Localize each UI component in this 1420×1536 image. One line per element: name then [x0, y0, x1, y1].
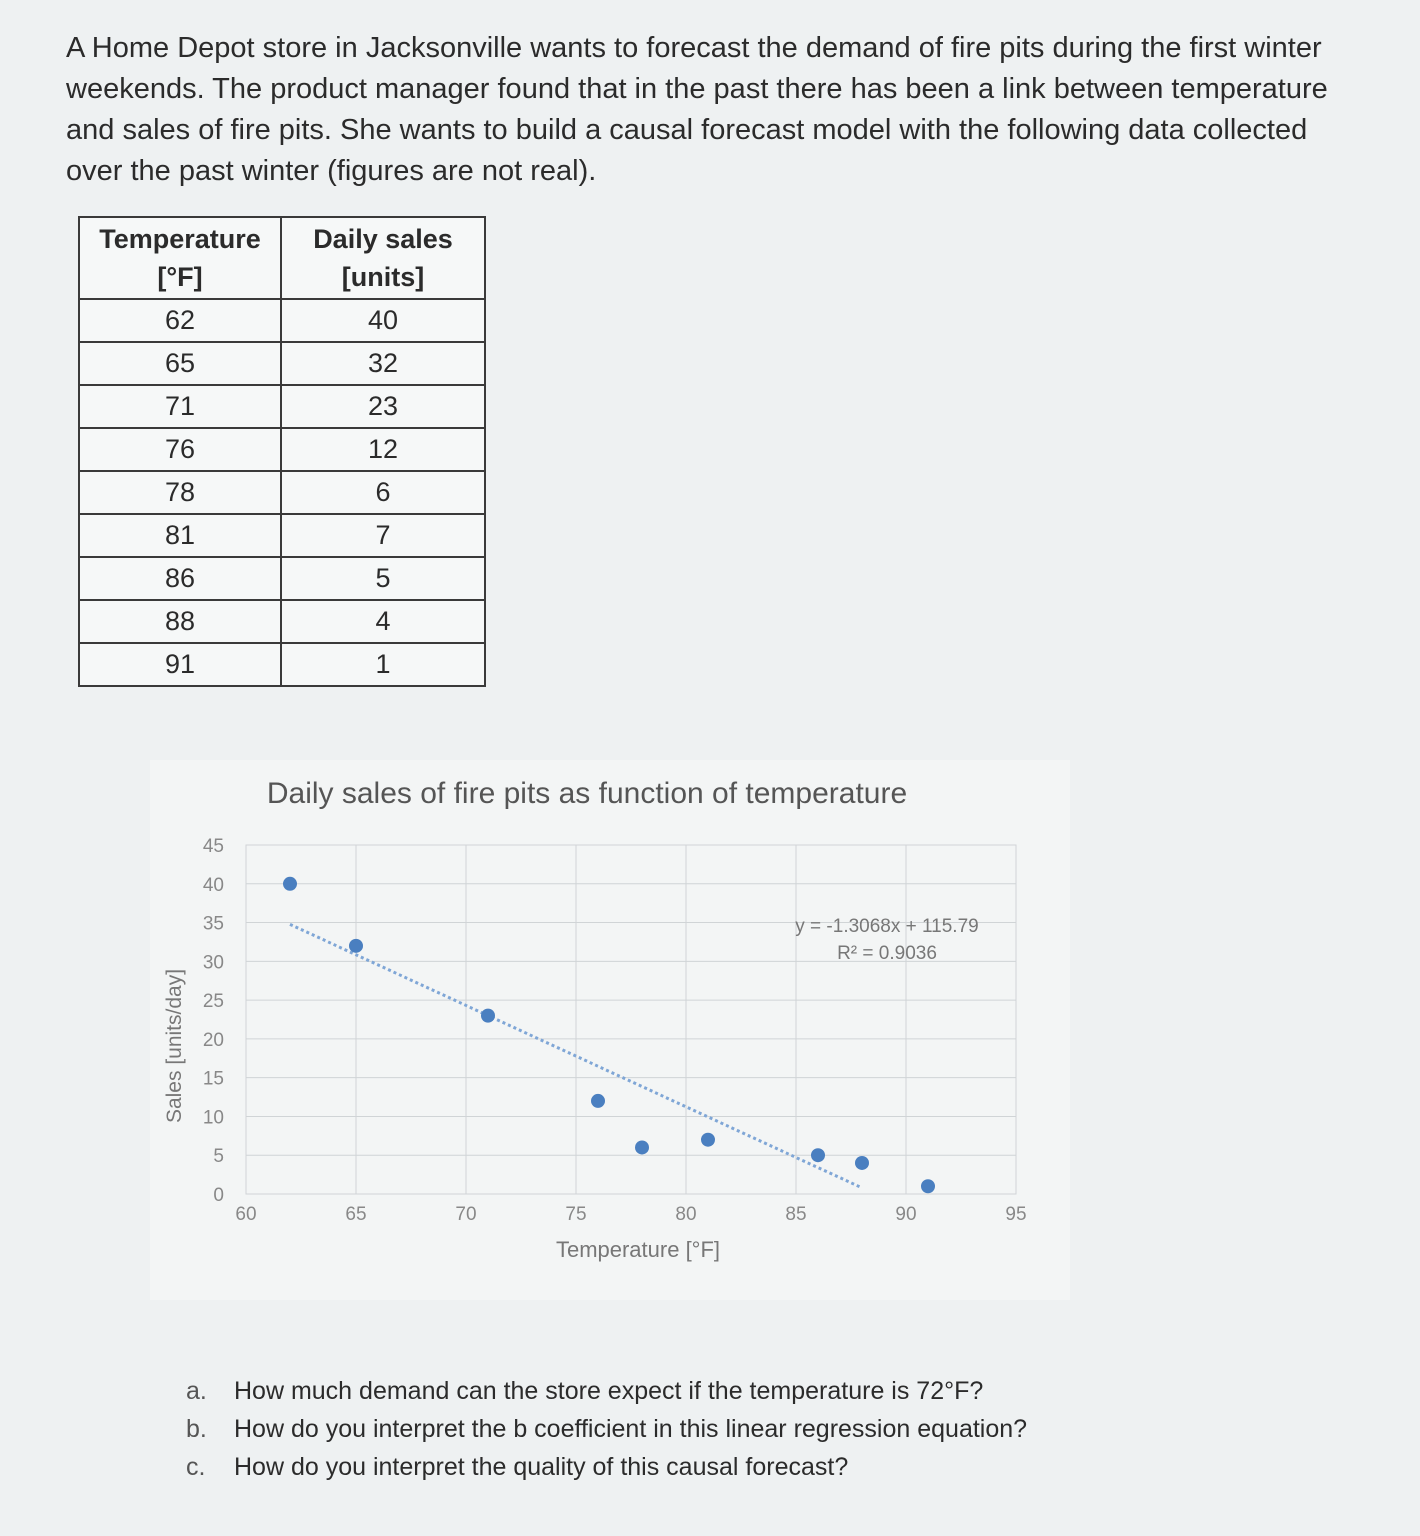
temperature-cell: 81 — [79, 514, 281, 557]
sales-cell: 23 — [281, 385, 485, 428]
sales-cell: 4 — [281, 600, 485, 643]
y-tick-label: 35 — [202, 913, 224, 935]
table-header-row — [79, 217, 485, 299]
table-row — [79, 600, 485, 643]
questions-list — [186, 1372, 1186, 1486]
y-tick-label: 15 — [202, 1068, 224, 1090]
sales-cell: 1 — [281, 643, 485, 686]
data-point — [855, 1156, 869, 1170]
x-tick-label: 60 — [235, 1204, 257, 1225]
y-tick-label: 25 — [202, 991, 224, 1013]
header-daily-sales: Daily sales [units] — [281, 217, 485, 299]
temperature-cell: 78 — [79, 471, 281, 514]
data-point — [921, 1179, 935, 1193]
temperature-cell: 62 — [79, 299, 281, 342]
question-letter: a. — [186, 1377, 207, 1405]
data-point — [591, 1094, 605, 1108]
question-text: How do you interpret the b coefficient in this linear regression equation? — [234, 1415, 1028, 1443]
chart-area — [150, 760, 1070, 1300]
y-tick-label: 30 — [202, 952, 224, 974]
temperature-cell: 88 — [79, 600, 281, 643]
x-tick-label: 75 — [565, 1204, 587, 1225]
data-table — [78, 216, 486, 687]
x-axis-label: Temperature [°F] — [555, 1237, 721, 1262]
temperature-cell: 86 — [79, 557, 281, 600]
sales-cell: 6 — [281, 471, 485, 514]
chart-title: Daily sales of fire pits as function of temperature — [266, 777, 908, 810]
temperature-cell: 71 — [79, 385, 281, 428]
question-item — [186, 1372, 1186, 1410]
data-point — [701, 1133, 715, 1147]
scatter-chart — [150, 760, 1070, 1300]
temperature-cell: 76 — [79, 428, 281, 471]
question-letter: b. — [186, 1415, 207, 1443]
table-row — [79, 514, 485, 557]
y-axis-label: Sales [units/day] — [163, 968, 186, 1124]
sales-cell: 32 — [281, 342, 485, 385]
x-tick-label: 70 — [455, 1204, 477, 1225]
table-row — [79, 385, 485, 428]
sales-cell: 5 — [281, 557, 485, 600]
sales-cell: 40 — [281, 299, 485, 342]
r-squared-label: R² = 0.9036 — [837, 943, 937, 964]
problem-statement: A Home Depot store in Jacksonville wants to forecast the demand of fire pits during the first winter weekends. The product manager found that in the past there has been a link between temperature and sales of fire pits. She wants to build a causal forecast model with the following data collected over the past winter (figures are not real). — [66, 32, 1328, 187]
table-row — [79, 428, 485, 471]
data-point — [349, 939, 363, 953]
x-tick-label: 80 — [675, 1204, 697, 1225]
x-tick-label: 85 — [785, 1204, 807, 1225]
sales-cell: 7 — [281, 514, 485, 557]
y-tick-label: 10 — [202, 1107, 224, 1129]
y-tick-label: 20 — [202, 1029, 224, 1051]
y-tick-label: 45 — [202, 836, 224, 857]
data-point — [283, 877, 297, 891]
y-tick-label: 0 — [213, 1185, 224, 1206]
temperature-cell: 91 — [79, 643, 281, 686]
data-point — [635, 1140, 649, 1154]
temperature-cell: 65 — [79, 342, 281, 385]
table-row — [79, 342, 485, 385]
question-letter: c. — [186, 1453, 206, 1481]
x-tick-label: 65 — [345, 1204, 367, 1225]
data-point — [811, 1148, 825, 1162]
question-text: How much demand can the store expect if the temperature is 72°F? — [234, 1377, 984, 1405]
x-tick-label: 95 — [1005, 1204, 1027, 1225]
y-tick-label: 5 — [213, 1146, 224, 1168]
data-point — [481, 1009, 495, 1023]
y-tick-label: 40 — [202, 874, 224, 896]
x-tick-label: 90 — [895, 1204, 917, 1225]
table-row — [79, 643, 485, 686]
table-row — [79, 471, 485, 514]
question-item — [186, 1410, 1186, 1448]
header-temperature: Temperature [°F] — [79, 217, 281, 299]
question-item — [186, 1448, 1186, 1486]
table-row — [79, 557, 485, 600]
question-text: How do you interpret the quality of this causal forecast? — [234, 1453, 849, 1481]
sales-cell: 12 — [281, 428, 485, 471]
regression-equation: y = -1.3068x + 115.79 — [795, 916, 979, 937]
table-row — [79, 299, 485, 342]
